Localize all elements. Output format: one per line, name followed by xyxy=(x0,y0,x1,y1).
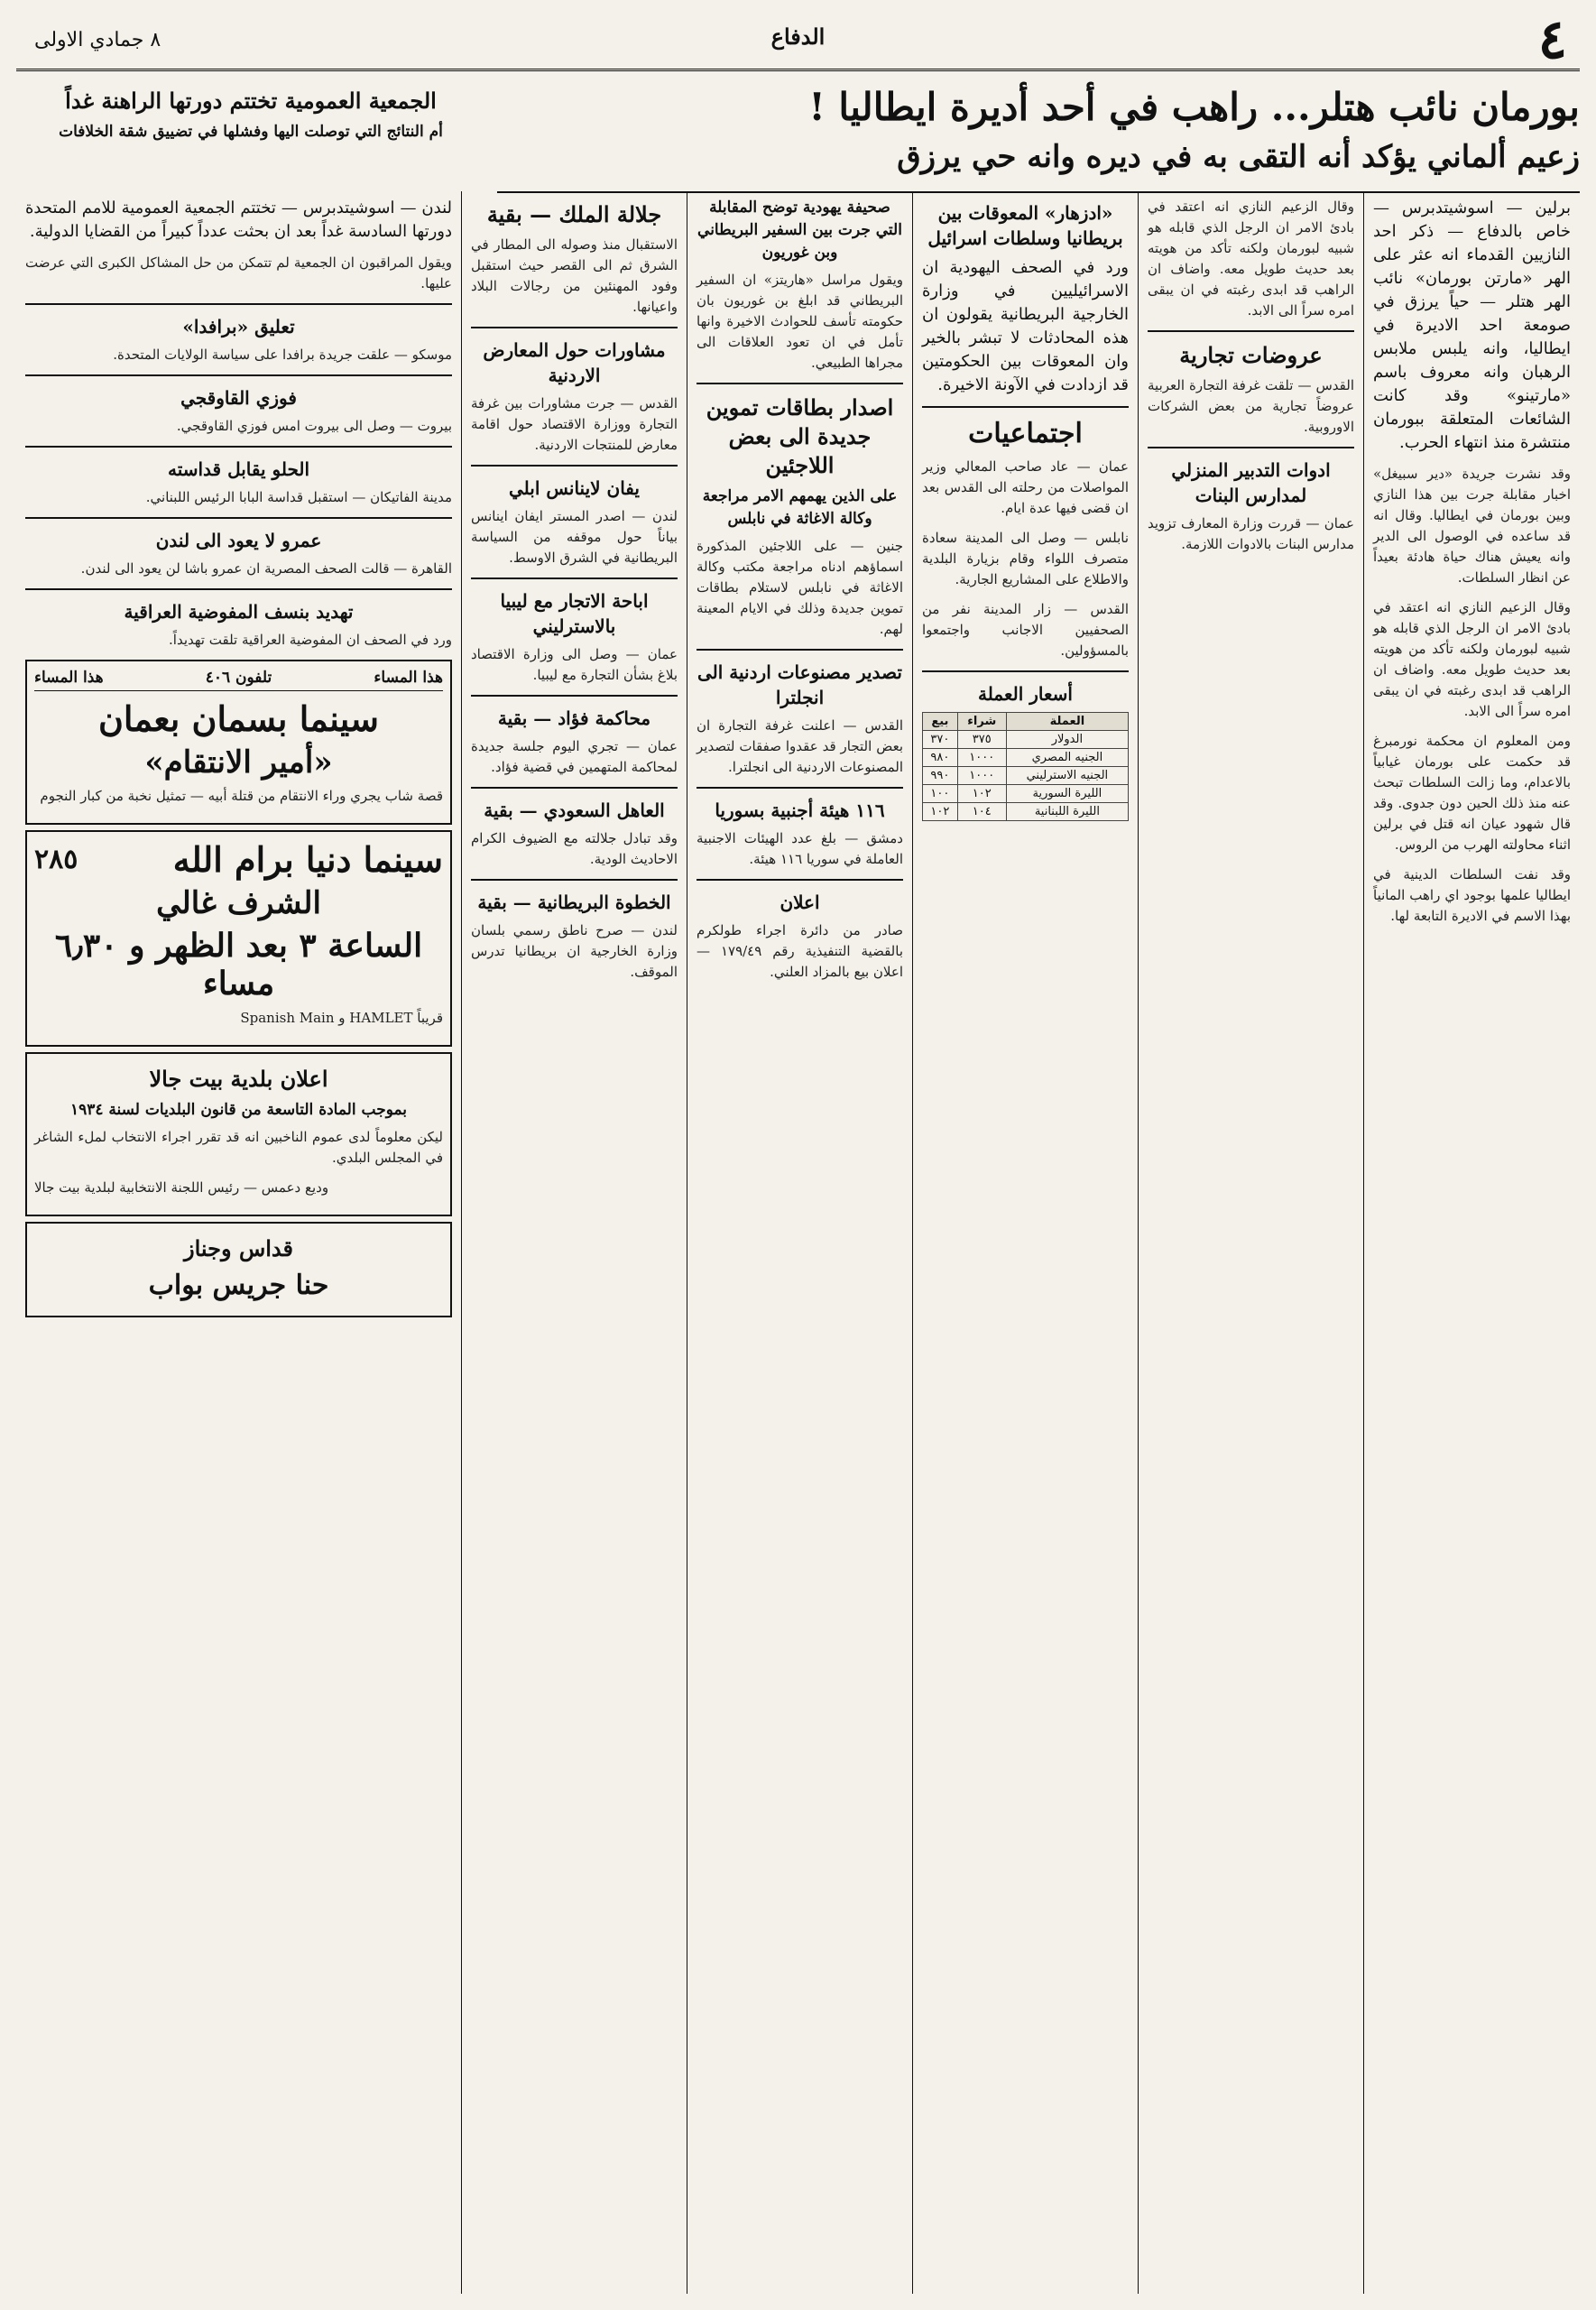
article-paragraph: وقد نفت السلطات الدينية في ايطاليا علمها بوجود اي راهب المانياً بهذا الاسم في الاديرة التابعة لها. xyxy=(1373,866,1571,924)
fx-cell: ١٠٢ xyxy=(923,803,958,821)
rations-sub: على الذين يهمهم الامر مراجعة وكالة الاغاثة في نابلس xyxy=(702,487,898,528)
libya-body: عمان — وصل الى وزارة الاقتصاد بلاغ بشأن التجارة مع ليبيا. xyxy=(471,646,678,683)
amr-body: القاهرة — قالت الصحف المصرية ان عمرو باشا لن يعود الى لندن. xyxy=(80,560,452,577)
fx-table xyxy=(922,712,1129,821)
fx-title: أسعار العملة xyxy=(978,683,1073,705)
rations-section xyxy=(697,383,903,640)
qawuqji-heading: فوزي القاوقجي xyxy=(180,387,297,409)
fx-cell: الليرة اللبنانية xyxy=(1006,803,1128,821)
trial-heading: محاكمة فؤاد — بقية xyxy=(497,707,651,729)
col2-subheadline: صحيفة يهودية توضح المقابلة التي جرت بين السفير البريطاني وبن غوريون xyxy=(697,199,902,262)
announcement-body: صادر من دائرة اجراء طولكرم بالقضية التنفيذية رقم ١٧٩/٤٩ — اعلان بيع بالمزاد العلني. xyxy=(697,922,903,980)
column-5 xyxy=(461,191,687,2294)
notice-signature: وديع دعمس — رئيس اللجنة الانتخابية لبلدية بيت جالا xyxy=(34,1179,329,1196)
rations-heading: اصدار بطاقات تموين جديدة الى بعض اللاجئين xyxy=(706,394,894,478)
fx-cell: ٣٧٥ xyxy=(957,731,1006,749)
helou-section xyxy=(25,446,452,508)
masthead xyxy=(16,8,1580,71)
notice-body: ليكن معلوماً لدى عموم الناخبين انه قد تقرر اجراء الانتخاب لملء الشاغر في المجلس البلدي. xyxy=(34,1129,443,1166)
fx-header: العملة xyxy=(1006,713,1128,731)
fx-cell: الدولار xyxy=(1006,731,1128,749)
trade-section xyxy=(1148,330,1354,438)
syria-heading: ١١٦ هيئة أجنبية بسوريا xyxy=(715,799,885,821)
evans-heading: يفان لاينانس ابلي xyxy=(509,477,640,499)
saudi-body: وقد تبادل جلالته مع الضيوف الكرام الاحاديث الودية. xyxy=(471,830,678,867)
king-heading: جلالة الملك — بقية xyxy=(486,201,662,227)
article-paragraph: وقال الزعيم النازي انه اعتقد في بادئ الامر ان الرجل الذي قابله هو شبيه لبورمان ولكنه تأكد من هويته بعد حديث طويل معه. واضاف ان الراهب قد ابدى رغبته في ان يبقى امره سراً الى الابد. xyxy=(1373,599,1571,719)
fx-cell: ١٠٤ xyxy=(957,803,1006,821)
fx-cell: ١٠٠٠ xyxy=(957,767,1006,785)
exhibit-heading: مشاورات حول المعارض الاردنية xyxy=(483,339,666,386)
iraq-section xyxy=(25,588,452,651)
evans-section xyxy=(471,465,678,568)
pravda-body: موسكو — علقت جريدة برافدا على سياسة الولايات المتحدة. xyxy=(113,346,452,363)
fx-cell: ٩٩٠ xyxy=(923,767,958,785)
article-lead: برلين — اسوشيتدبرس — خاص بالدفاع — ذكر احد النازيين القدماء انه عثر على الهر «مارتن بورمان» نائب الهر هتلر — حياً يرزق في صومعة احد الاديرة في ايطاليا، وانه يلبس ملابس الرهبان وانه معروف باسم «مارتينو» وقد كانت الشائعات المتعلقة ببورمان منتشرة منذ انتهاء الحرب. xyxy=(1373,199,1571,452)
syria-body: دمشق — بلغ عدد الهيئات الاجنبية العاملة في سوريا ١١٦ هيئة. xyxy=(697,830,903,867)
saudi-section xyxy=(471,787,678,870)
show-times: الساعة ٣ بعد الظهر و ٦٫٣٠ مساء xyxy=(54,927,423,1003)
brit-step-heading: الخطوة البريطانية — بقية xyxy=(477,892,671,913)
fx-cell: الجنيه المصري xyxy=(1006,749,1128,767)
fx-cell: ١٠٢ xyxy=(957,785,1006,803)
paper-name: الدفاع xyxy=(770,23,826,50)
evans-body: لندن — اصدر المستر ايفان اينانس بياناً حول موقفه من السياسة البريطانية في الشرق الاوسط. xyxy=(471,508,678,566)
brit-step-body: لندن — صرح ناطق رسمي بلسان وزارة الخارجية ان بريطانيا تدرس الموقف. xyxy=(471,922,678,980)
church-heading: قداس وجناز xyxy=(184,1235,293,1261)
fx-section xyxy=(922,670,1129,821)
fx-cell: الليرة السورية xyxy=(1006,785,1128,803)
brit-step-section xyxy=(471,879,678,983)
fx-row xyxy=(923,785,1129,803)
announcement-section xyxy=(697,879,903,983)
fx-cell: الجنيه الاسترليني xyxy=(1006,767,1128,785)
ga-lead: لندن — اسوشيتدبرس — تختتم الجمعية العمومية للامم المتحدة دورتها السادسة غداً بعد ان بحثت عدداً كبيراً من القضايا الدولية. xyxy=(25,199,452,241)
king-body: الاستقبال منذ وصوله الى المطار في الشرق ثم الى القصر حيث استقبل وفود المهنئين من رجالات البلاد واعيانها. xyxy=(471,236,678,315)
export-heading: تصدير مصنوعات اردنية الى انجلترا xyxy=(697,661,902,708)
exhibit-body: القدس — جرت مشاورات بين غرفة التجارة ووزارة الاقتصاد حول اقامة معارض للمنتجات الاردنية. xyxy=(471,395,678,453)
social-item: عمان — عاد صاحب المعالي وزير المواصلات من رحلته الى القدس بعد ان قضى فيها عدة ايام. xyxy=(922,458,1129,516)
syria-section xyxy=(697,787,903,870)
export-body: القدس — اعلنت غرفة التجارة ان بعض التجار قد عقدوا صفقات لتصدير المصنوعات الاردنية الى انجلترا. xyxy=(697,717,903,775)
announcement-title: اعلان xyxy=(780,892,820,913)
main-headline: بورمان نائب هتلر... راهب في أحد أديرة ايطاليا ! xyxy=(808,85,1580,129)
trade-body: القدس — تلقت غرفة التجارة العربية عروضاً تجارية من بعض الشركات الاوروبية. xyxy=(1148,377,1354,435)
saudi-heading: العاهل السعودي — بقية xyxy=(484,799,665,821)
libya-heading: اباحة الاتجار مع ليبيا بالاسترليني xyxy=(500,590,649,637)
cinema-ad-dunya xyxy=(25,830,452,1047)
fx-row xyxy=(923,767,1129,785)
fx-cell: ١٠٠ xyxy=(923,785,958,803)
trade-heading: عروضات تجارية xyxy=(1179,342,1323,368)
trial-body: عمان — تجري اليوم جلسة جديدة لمحاكمة المتهمين في قضية فؤاد. xyxy=(471,738,678,775)
fx-row xyxy=(923,803,1129,821)
pravda-heading: تعليق «برافدا» xyxy=(182,316,295,337)
fx-header: شراء xyxy=(957,713,1006,731)
ga-headline: الجمعية العمومية تختتم دورتها الراهنة غداً xyxy=(65,88,437,114)
main-subheadline: زعيم ألماني يؤكد أنه التقى به في ديره وانه حي يرزق xyxy=(897,139,1580,175)
helou-body: مدينة الفاتيكان — استقبل قداسة البابا الرئيس اللبناني. xyxy=(145,489,452,505)
fx-row xyxy=(923,731,1129,749)
col2-headline: «ادزهار» المعوقات بين بريطانيا وسلطات اسرائيل xyxy=(927,202,1123,249)
cinema-ad-basman xyxy=(25,660,452,825)
pravda-section xyxy=(25,303,452,365)
ga-body: ويقول المراقبون ان الجمعية لم تتمكن من حل المشاكل الكبرى التي عرضت عليها. xyxy=(25,254,452,291)
tonight-label: هذا المساء xyxy=(374,669,443,687)
rations-body: جنين — على اللاجئين المذكورة اسماؤهم ادناه مراجعة مكتب وكالة الاغاثة في نابلس لاستلام بطاقات تموين جديدة وذلك في الايام المعينة لهم. xyxy=(697,538,903,637)
helou-heading: الحلو يقابل قداسته xyxy=(167,458,310,480)
cinema-name: سينما دنيا برام الله xyxy=(172,839,443,880)
fx-header: بيع xyxy=(923,713,958,731)
qawuqji-body: بيروت — وصل الى بيروت امس فوزي القاوقجي. xyxy=(176,418,452,434)
fx-cell: ٣٧٠ xyxy=(923,731,958,749)
municipal-notice xyxy=(25,1052,452,1216)
film-title: الشرف غالي xyxy=(156,885,321,921)
fx-row xyxy=(923,749,1129,767)
schools-heading: ادوات التدبير المنزلي لمدارس البنات xyxy=(1171,459,1331,506)
cinema-name: سينما بسمان بعمان xyxy=(97,698,380,739)
coming-soon: قريباً HAMLET و Spanish Main xyxy=(240,1010,443,1026)
article-paragraph: ومن المعلوم ان محكمة نورمبرغ قد حكمت على بورمان غيابياً بالاعدام، وما زالت السلطات تبحث عنه منذ ذلك الحين دون جدوى. وقد قال شهود عيان انه قتل في برلين اثناء محاولته الهرب من الروس. xyxy=(1373,733,1571,853)
social-item: القدس — زار المدينة نفر من الصحفيين الاجانب واجتمعوا بالمسؤولين. xyxy=(922,601,1129,659)
column-6 xyxy=(16,191,461,2294)
social-heading: اجتماعيات xyxy=(968,418,1083,449)
article-paragraph: وقد نشرت جريدة «دير سبيغل» اخبار مقابلة جرت بين هذا النازي وبين بورمان في ايطاليا. وقال انه قد ساعده في الوصول الى الدير وانه يعيش هناك حياة هادئة بعيداً عن انظار السلطات. xyxy=(1373,466,1571,586)
page-number: ٤ xyxy=(1537,8,1567,71)
export-section xyxy=(697,649,903,778)
cinema-number: ٢٨٥ xyxy=(34,844,78,875)
iraq-body: ورد في الصحف ان المفوضية العراقية تلقت تهديداً. xyxy=(169,632,452,648)
church-name: حنا جريس بواب xyxy=(148,1270,329,1301)
trial-section xyxy=(471,695,678,778)
tonight-label: هذا المساء xyxy=(34,669,104,687)
fx-cell: ١٠٠٠ xyxy=(957,749,1006,767)
fx-cell: ٩٨٠ xyxy=(923,749,958,767)
church-notice xyxy=(25,1222,452,1317)
cinema-phone: تلفون ٤٠٦ xyxy=(205,669,272,687)
amr-section xyxy=(25,517,452,579)
schools-section xyxy=(1148,447,1354,555)
schools-body: عمان — قررت وزارة المعارف تزويد مدارس البنات بالادوات اللازمة. xyxy=(1148,515,1354,552)
column-3 xyxy=(912,191,1138,2294)
issue-date: ٨ جمادي الاولى xyxy=(34,29,161,51)
amr-heading: عمرو لا يعود الى لندن xyxy=(155,530,322,551)
film-desc: قصة شاب يجري وراء الانتقام من قتلة أبيه — تمثيل نخبة من كبار النجوم xyxy=(40,788,443,804)
article-paragraph: ويقول مراسل «هاريتز» ان السفير البريطاني قد ابلغ بن غوريون بان حكومته تأسف للحوادث الاخيرة وانها تأمل في ان تعود العلاقات الى مجراها الطبيعي. xyxy=(697,272,903,371)
film-title: «أمير الانتقام» xyxy=(144,744,333,781)
libya-section xyxy=(471,578,678,686)
main-headline-band xyxy=(497,83,1580,193)
column-1 xyxy=(1363,191,1580,2294)
iraq-heading: تهديد بنسف المفوضية العراقية xyxy=(124,601,354,623)
social-section xyxy=(922,406,1129,661)
exhibit-section xyxy=(471,327,678,456)
column-2 xyxy=(1138,191,1363,2294)
ga-subheadline: أم النتائج التي توصلت اليها وفشلها في تضييق شقة الخلافات xyxy=(59,123,443,141)
article-paragraph: وقال الزعيم النازي انه اعتقد في بادئ الامر ان الرجل الذي قابله هو شبيه لبورمان ولكنه تأكد من هويته بعد حديث طويل معه. واضاف ان الراهب قد ابدى رغبته في ان يبقى امره سراً الى الابد. xyxy=(1148,199,1354,319)
article-lead: ورد في الصحف اليهودية ان الاسرائيليين في وزارة الخارجية البريطانية يقولون ان هذه المحادثات لا تبشر بالخير وان المعوقات بين الحكومتين قد ازدادت في الآونة الاخيرة. xyxy=(922,258,1129,394)
left-top-headline xyxy=(16,83,485,191)
notice-sub: بموجب المادة التاسعة من قانون البلديات لسنة ١٩٣٤ xyxy=(69,1101,408,1119)
column-4 xyxy=(687,191,912,2294)
notice-title: اعلان بلدية بيت جالا xyxy=(149,1066,328,1092)
qawuqji-section xyxy=(25,374,452,437)
social-item: نابلس — وصل الى المدينة سعادة متصرف اللواء وقام بزيارة البلدية والاطلاع على المشاريع الجارية. xyxy=(922,530,1129,587)
